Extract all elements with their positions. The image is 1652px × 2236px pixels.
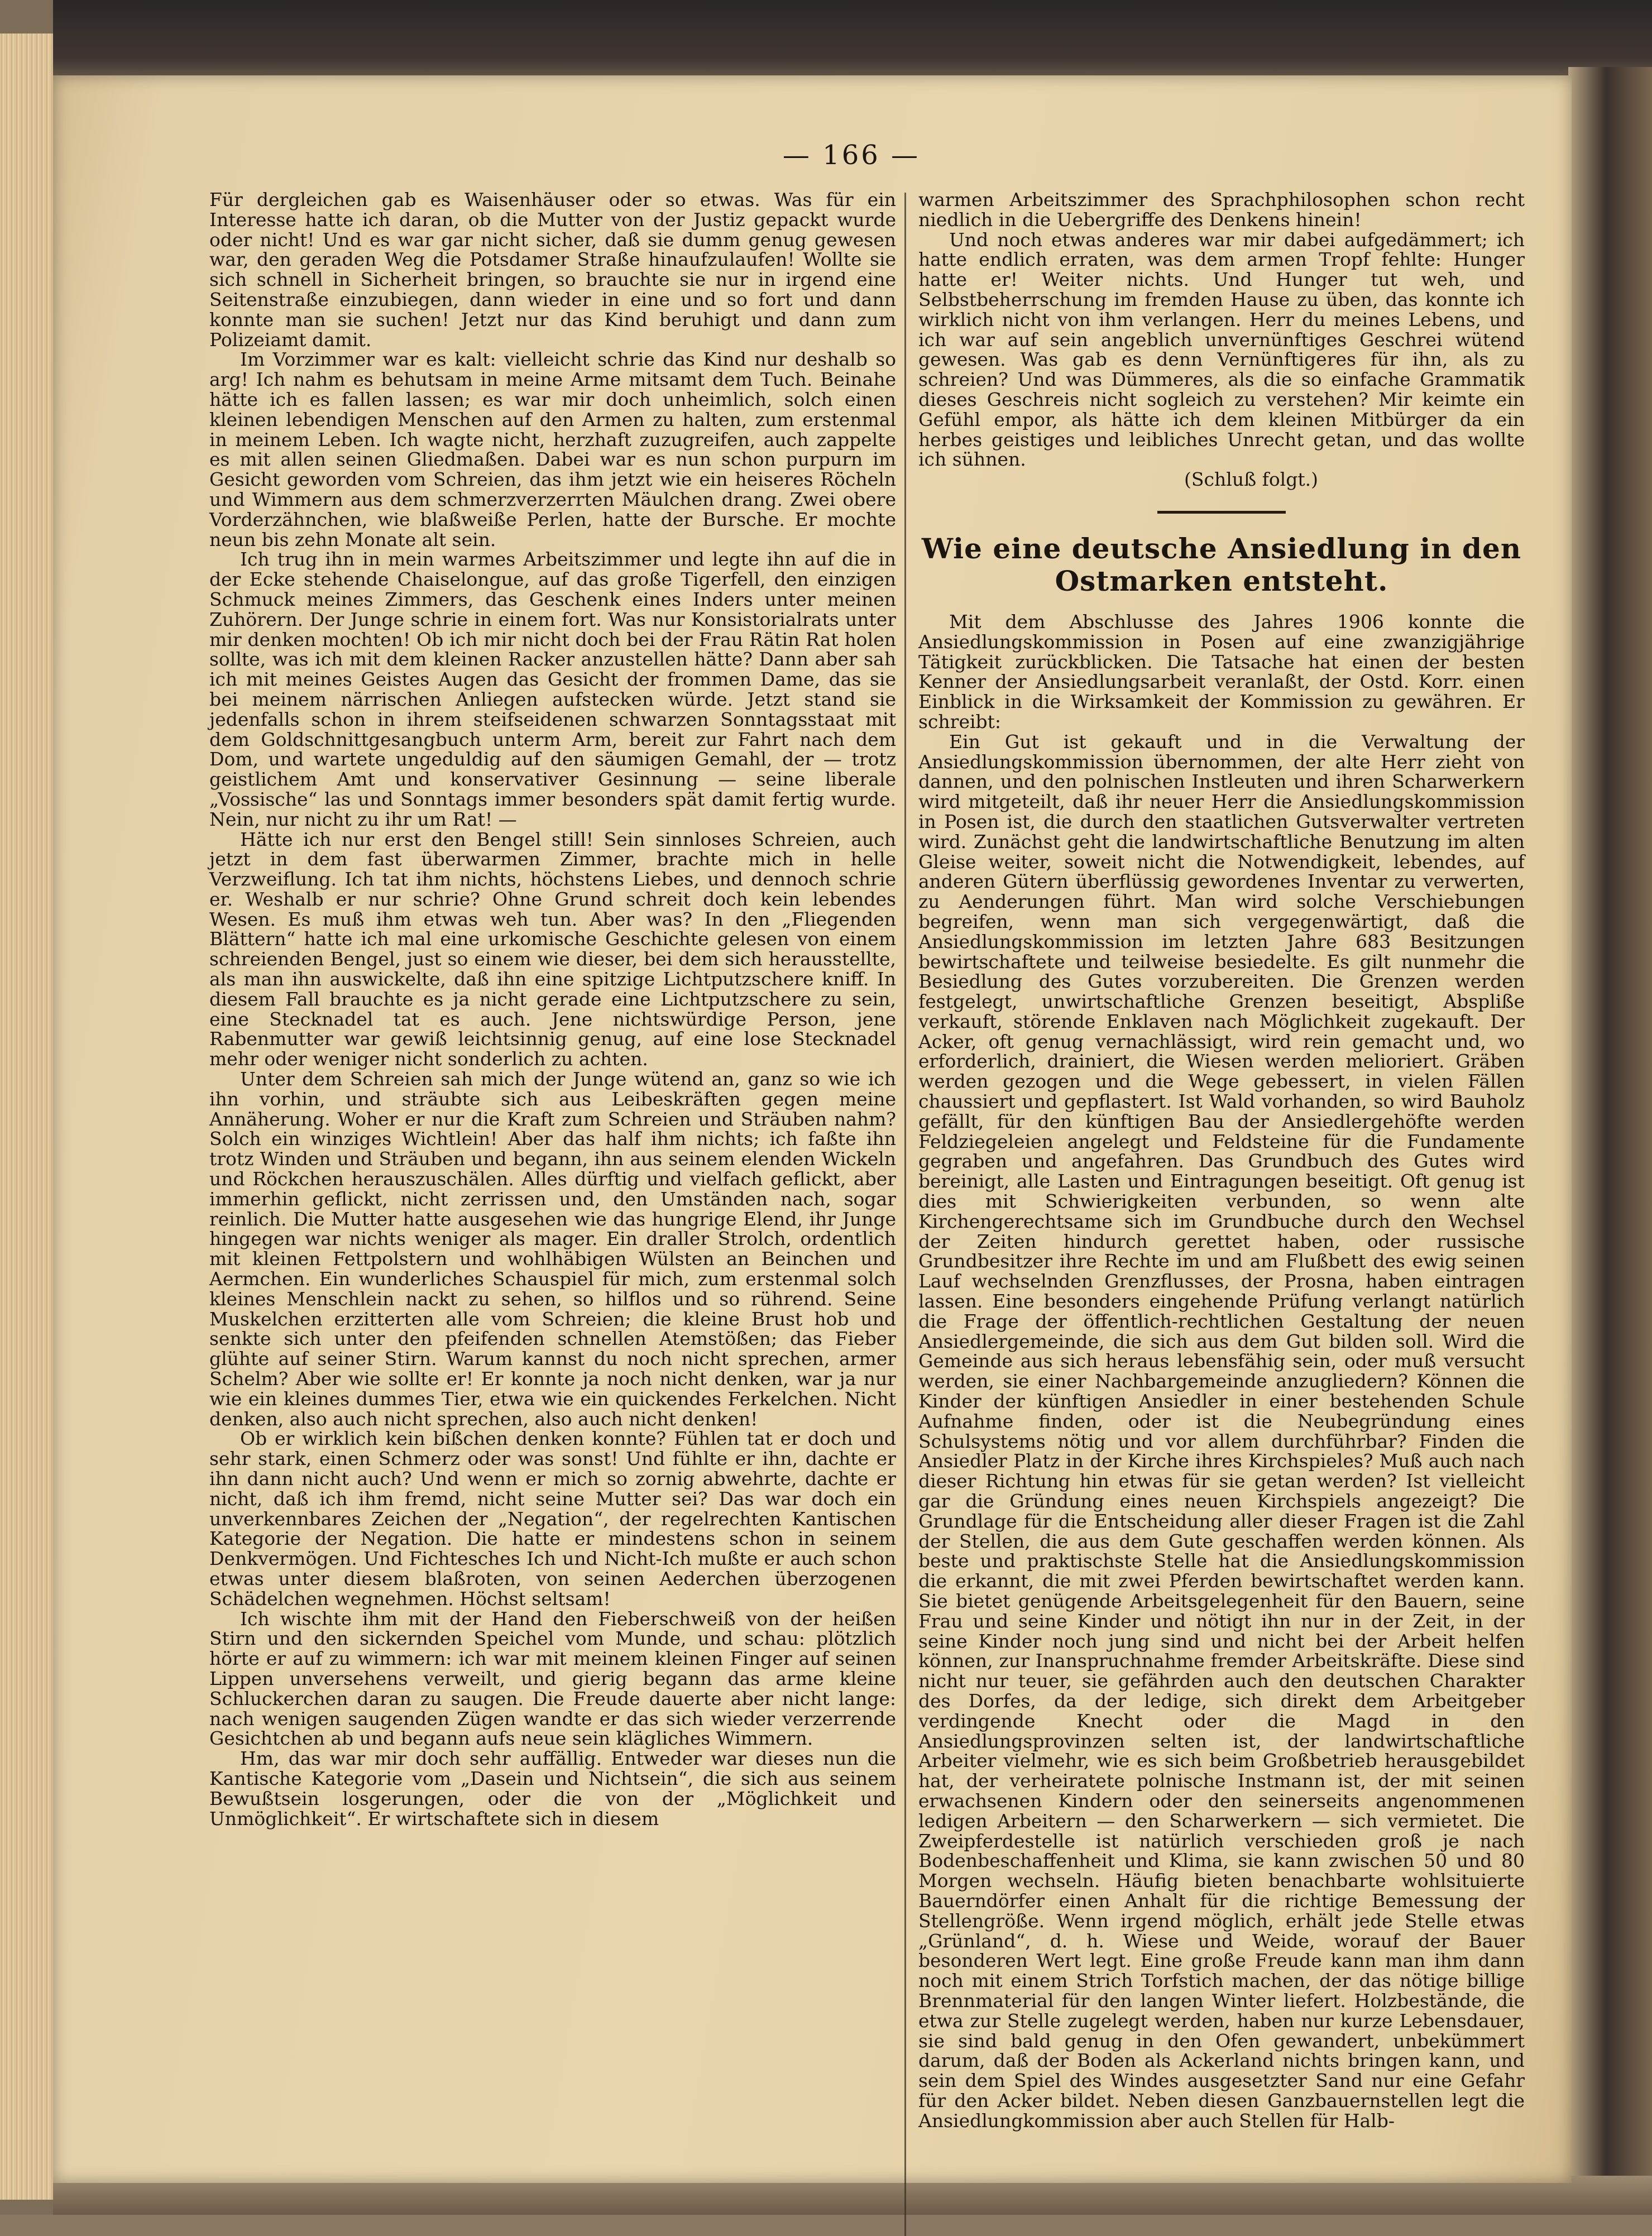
section-rule xyxy=(1157,511,1286,514)
paragraph: Für dergleichen gab es Waisenhäuser oder so etwas. Was für ein Interesse hatte ich daran, ob die Mutter von der Justiz gepackt wurde oder nicht! Und es war gar nicht sicher, daß sie dumm genug gewesen war, den geraden Weg die Potsdamer Straße hinaufzulaufen! Wollte sie sich schnell in Sicherheit bringen, so brauchte sie nur in irgend eine Seitenstraße einzubiegen, dann wieder in eine und so fort und dann konnte man sie suchen! Jetzt nur das Kind beruhigt und dann zum Polizeiamt damit. xyxy=(209,189,896,351)
paragraph: warmen Arbeitszimmer des Sprachphilosophen schon recht niedlich in die Uebergriffe des Denkens hinein! xyxy=(918,189,1525,231)
paragraph: Unter dem Schreien sah mich der Junge wütend an, ganz so wie ich ihn vorhin, und sträubte sich aus Leibeskräften gegen meine Annäherung. Woher er nur die Kraft zum Schreien und Sträuben nahm? Solch ein winziges Wichtlein! Aber das half ihm nichts; ich faßte ihn trotz Winden und Sträuben und begann, ihn aus seinem elenden Wickeln und Röckchen herauszuschälen. Alles dürftig und vielfach geflickt, aber immerhin geflickt, nicht zerrissen und, den Umständen nach, sogar reinlich. Die Mutter hatte ausgesehen wie das hungrige Elend, ihr Junge hingegen war nichts weniger als mager. Ein draller Strolch, ordentlich mit kleinen Fettpolstern und wohlhäbigen Wülsten an Beinchen und Aermchen. Ein wunderliches Schauspiel für mich, zum erstenmal solch kleines Menschlein nackt zu sehen, so hilflos und so rührend. Seine Muskelchen erzitterten alle vom Schreien; die kleine Brust hob und senkte sich unter den pfeifenden schnellen Atemstößen; das Fieber glühte auf seiner Stirn. Warum kannst du noch nicht sprechen, armer Schelm? Aber wie sollte er! Er konnte ja noch nicht denken, war ja nur wie ein kleines dummes Tier, etwa wie ein quickendes Ferkelchen. Nicht denken, also auch nicht sprechen, also auch nicht denken! xyxy=(209,1068,896,1430)
paragraph: Hm, das war mir doch sehr auffällig. Entweder war dieses nun die Kantische Kategorie vom „Dasein und Nichtsein“, die sich aus seinem Bewußtsein losgerungen, oder die von der „Möglichkeit und Unmöglichkeit“. Er wirtschaftete sich in diesem xyxy=(209,1747,896,1830)
paragraph: Ob er wirklich kein bißchen denken konnte? Fühlen tat er doch und sehr stark, einen Schmerz oder was sonst! Und fühlte er ihn, dachte er ihn dann nicht auch? Und wenn er mich so zornig abwehrte, dachte er nicht, daß ich ihm fremd, nicht seine Mutter sei? Das war doch ein unverkennbares Zeichen der „Negation“, der regelrechten Kantischen Kategorie der Negation. Die hatte er mindestens schon in seinem Denkvermögen. Und Fichtesches Ich und Nicht-Ich mußte er auch schon etwas unter diesem blaßroten, von seinen Aederchen überzogenen Schädelchen wegnehmen. Höchst seltsam! xyxy=(209,1428,896,1610)
page-number: — 166 — xyxy=(782,140,921,171)
book-page xyxy=(53,75,1572,2183)
article-title: Wie eine deutsche Ansiedlung in den Ostmarken entsteht. xyxy=(921,532,1522,597)
book-binding xyxy=(53,0,1652,84)
paragraph: Und noch etwas anderes war mir dabei aufgedämmert; ich hatte endlich erraten, was dem armen Tropf fehlte: Hunger hatte er! Weiter nichts. Und Hunger tut weh, und Selbstbeherrschung im fremden Hause zu üben, das konnte ich wirklich nicht von ihm verlangen. Herr du meines Lebens, und ich war auf sein angeblich unvernünftiges Geschrei wütend gewesen. Was gab es denn Vernünftigeres für ihn, als zu schreien? Und was Dümmeres, als die so einfache Grammatik dieses Geschreis nicht sogleich zu verstehen? Mir keimte ein Gefühl empor, als hätte ich dem kleinen Mitbürger da ein herbes geistiges und leibliches Unrecht getan, und das wollte ich sühnen. xyxy=(918,228,1525,471)
column-divider xyxy=(904,193,906,2236)
paragraph: Im Vorzimmer war es kalt: vielleicht schrie das Kind nur deshalb so arg! Ich nahm es behutsam in meine Arme mitsamt dem Tuch. Beinahe hätte ich es fallen lassen; es war mir doch unheimlich, solch einen kleinen lebendigen Menschen auf den Armen zu halten, zum erstenmal in meinem Leben. Ich wagte nicht, herzhaft zuzugreifen, auch zappelte es mit allen seinen Gliedmaßen. Dabei war es nun schon purpurn im Gesicht geworden vom Schreien, das ihm jetzt wie ein heiseres Röcheln und Wimmern aus dem schmerzverzerrten Mäulchen drang. Zwei obere Vorderzähnchen, wie blaßweiße Perlen, hatte der Bursche. Er mochte neun bis zehn Monate alt sein. xyxy=(209,348,896,550)
paragraph: Mit dem Abschlusse des Jahres 1906 konnte die Ansiedlungskommission in Posen auf eine zwanzigjährige Tätigkeit zurückblicken. Die Tatsache hat einen der besten Kenner der Ansiedlungsarbeit veranlaßt, der Ostd. Korr. einen Einblick in die Wirksamkeit der Kommission zu gewähren. Er schreibt: xyxy=(918,610,1525,732)
paragraph: Ein Gut ist gekauft und in die Verwaltung der Ansiedlungskommission übernommen, der alte Herr zieht von dannen, und den polnischen Instleuten und ihren Scharwerkern wird mitgeteilt, daß ihr neuer Herr die Ansiedlungskommission in Posen ist, die durch den staatlichen Gutsverwalter vertreten wird. Zunächst geht die landwirtschaftliche Benutzung im alten Gleise weiter, soweit nicht die Notwendigkeit, lebendes, auf anderen Gütern überflüssig gewordenes Inventar zu verwerten, zu Aenderungen führt. Man wird solche Verschiebungen begreifen, wenn man sich vergegenwärtigt, daß die Ansiedlungskommission im letzten Jahre 683 Besitzungen bewirtschaftete und teilweise besiedelte. Es gilt nunmehr die Besiedlung des Gutes vorzubereiten. Die Grenzen werden festgelegt, unwirtschaftliche Grenzen beseitigt, Abspliße verkauft, störende Enklaven nach Möglichkeit zugekauft. Der Acker, oft genug vernachlässigt, wird rein gemacht und, wo erforderlich, drainiert, die Wiesen werden melioriert. Gräben werden gezogen und die Wege gebessert, in vielen Fällen chaussiert und gepflastert. Ist Wald vorhanden, so wird Bauholz gefällt, für den künftigen Bau der Ansiedlergehöfte werden Feldziegeleien angelegt und Feldsteine für die Fundamente gegraben und angefahren. Das Grundbuch des Gutes wird bereinigt, alle Lasten und Eintragungen beseitigt. Oft genug ist dies mit Schwierigkeiten verbunden, so wenn alte Kirchengerechtsame sich im Grundbuche durch den Wechsel der Zeiten hindurch gerettet haben, oder russische Grundbesitzer ihre Rechte im und am Flußbett des ewig seinen Lauf wechselnden Grenzflusses, der Prosna, haben eintragen lassen. Eine besonders eingehende Prüfung verlangt natürlich die Frage der öffentlich-rechtlichen Gestaltung der neuen Ansiedlergemeinde, die sich aus dem Gut bilden soll. Wird die Gemeinde aus sich heraus lebensfähig sein, oder muß versucht werden, sie einer Nachbargemeinde anzugliedern? Können die Kinder der künftigen Ansiedler in einer bestehenden Schule Aufnahme finden, oder ist die Neubegründung eines Schulsystems nötig und vor allem durchführbar? Finden die Ansiedler Platz in der Kirche ihres Kirchspieles? Muß auch nach dieser Richtung hin etwas für sie getan werden? Ist vielleicht gar die Gründung eines neuen Kirchspiels angezeigt? Die Grundlage für die Entscheidung aller dieser Fragen ist die Zahl der Stellen, die aus dem Gute geschaffen werden können. Als beste und praktischste Stelle hat die Ansiedlungskommission die erkannt, die mit zwei Pferden bewirtschaftet werden kann. Sie bietet genügende Arbeitsgelegenheit für den Bauern, seine Frau und seine Kinder und nötigt ihn nur in der Zeit, in der seine Kinder noch jung sind und nicht bei der Arbeit helfen können, zur Inanspruchnahme fremder Arbeitskräfte. Diese sind nicht nur teuer, sie gefährden auch den deutschen Charakter des Dorfes, da der ledige, sich direkt dem Arbeitgeber verdingende Knecht oder die Magd in den Ansiedlungsprovinzen selten ist, der landwirtschaftliche Arbeiter vielmehr, wie es sich beim Großbetrieb herausgebildet hat, der verheiratete polnische Instmann ist, der mit seinen erwachsenen Kindern oder den seinerseits angenommenen ledigen Arbeitern — den Scharwerkern — sich vermietet. Die Zweipferdestelle ist natürlich verschieden groß je nach Bodenbeschaffenheit und Klima, sie kann zwischen 50 und 80 Morgen wechseln. Häufig bieten benachbarte wohlsituierte Bauerndörfer einen Anhalt für die richtige Bemessung der Stellengröße. Wenn irgend möglich, erhält jede Stelle etwas „Grünland“, d. h. Wiese und Weide, worauf der Bauer besonderen Wert legt. Eine große Freude kann man ihm dann noch mit einem Strich Torfstich machen, der das nötige billige Brennmaterial für den langen Winter liefert. Holzbestände, die etwa zur Stelle zugelegt werden, haben nur kurze Lebensdauer, sie sind bald genug in den Ofen gewandert, unbekümmert darum, daß der Boden als Ackerland nichts bringen kann, und sein dem Spiel des Windes ausgesetzter Sand nur eine Gefahr für den Acker bildet. Neben diesen Ganzbauernstellen legt die Ansiedlungkommission aber auch Stellen für Halb- xyxy=(918,730,1525,2132)
paragraph: Ich wischte ihm mit der Hand den Fieberschweiß von der heißen Stirn und den sickernden Speichel vom Munde, und schau: plötzlich hörte er auf zu wimmern: ich war mit meinem kleinen Finger auf seinen Lippen unversehens verweilt, und gierig begann das arme kleine Schluckerchen daran zu saugen. Die Freude dauerte aber nicht lange: nach wenigen saugenden Zügen wandte er das sich wieder verzerrende Gesichtchen ab und begann aufs neue sein klägliches Wimmern. xyxy=(209,1607,896,1750)
page-edge-stack xyxy=(0,33,53,2200)
left-text-column xyxy=(209,190,896,1828)
paragraph: Ich trug ihn in mein warmes Arbeitszimmer und legte ihn auf die in der Ecke stehende Chaiselongue, auf das große Tigerfell, den einzigen Schmuck meines Zimmers, das Geschenk eines Inders unter meinen Zuhörern. Der Junge schrie in einem fort. Was nur Konsistorialrats unter mir denken mochten! Ob ich mir nicht doch bei der Frau Rätin Rat holen sollte, was ich mit dem kleinen Racker anzustellen hätte? Dann aber sah ich mit meines Geistes Augen das Gesicht der frommen Dame, das sie bei meinem närrischen Anliegen aufstecken würde. Jetzt stand sie jedenfalls schon in ihrem steifseidenen schwarzen Sonntagsstaat mit dem Goldschnittgesangbuch unterm Arm, bereit zur Fahrt nach dem Dom, und wartete ungeduldig auf den säumigen Gemahl, der — trotz geistlichem Amt und konservativer Gesinnung — seine liberale „Vossische“ las und Sonntags immer besonders spät damit fertig wurde. Nein, nur nicht zu ihr um Rat! — xyxy=(209,548,896,830)
paragraph: Hätte ich nur erst den Bengel still! Sein sinnloses Schreien, auch jetzt in dem fast überwarmen Zimmer, brachte mich in helle Verzweiflung. Ich tat ihm nichts, höchstens Liebes, und dennoch schrie er. Weshalb er nur schrie? Ohne Grund schreit doch kein lebendes Wesen. Es muß ihm etwas weh tun. Aber was? In den „Fliegenden Blättern“ hatte ich mal eine urkomische Geschichte gelesen von einem schreienden Bengel, just so einem wie dieser, bei dem sich herausstellte, als man ihn auswickelte, daß ihn eine spitzige Lichtputzschere kniff. In diesem Fall brauchte es ja nicht gerade eine Lichtputzschere zu sein, eine Stecknadel tat es auch. Jene nichtswürdige Person, jene Rabenmutter war gewiß leichtsinnig genug, auf eine lose Stecknadel mehr oder weniger nicht sonderlich zu achten. xyxy=(209,828,896,1070)
to-be-continued-note: (Schluß folgt.) xyxy=(1184,468,1318,491)
book-cover-edge xyxy=(1568,67,1652,2215)
right-text-column xyxy=(918,190,1525,2131)
